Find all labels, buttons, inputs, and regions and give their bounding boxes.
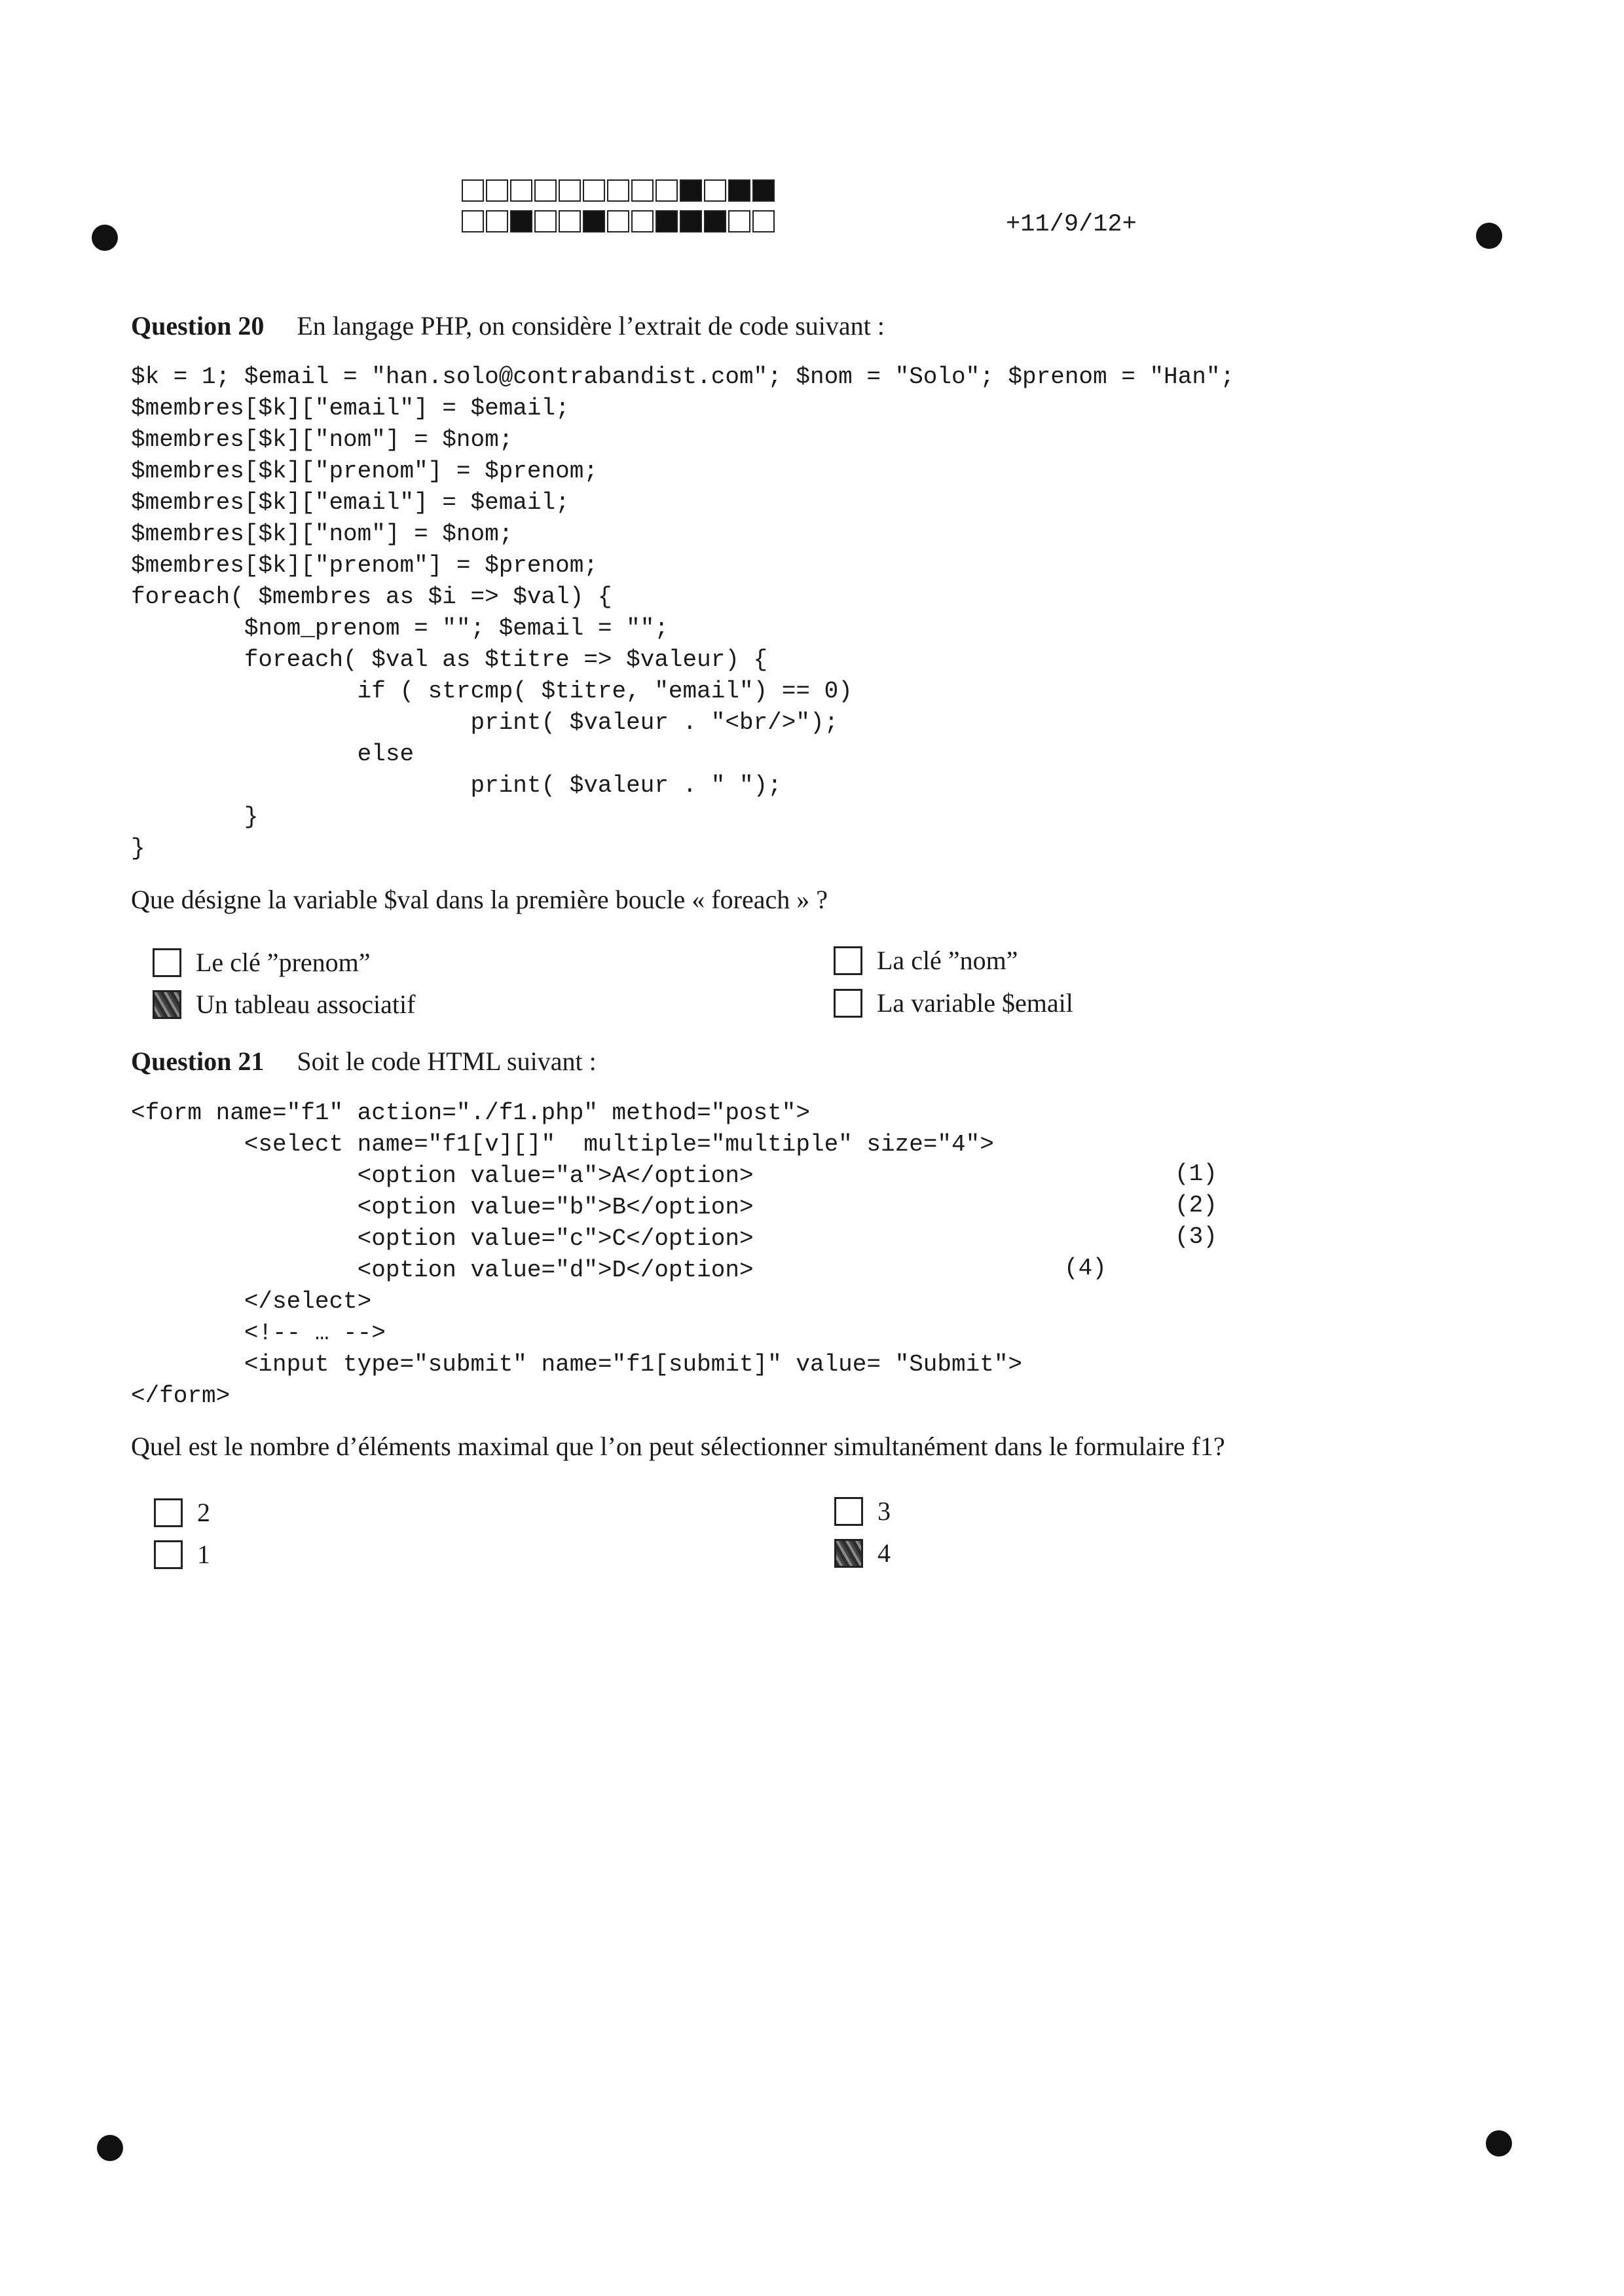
- code-line: print( $valeur . "<br/>");: [131, 709, 839, 736]
- barcode-cell: [607, 179, 629, 202]
- code-line: foreach( $membres as $i => $val) {: [131, 583, 612, 610]
- code-line: <form name="f1" action="./f1.php" method="post">: [131, 1100, 810, 1126]
- choice-label: Le clé ”prenom”: [196, 948, 371, 977]
- question-21-intro: Soit le code HTML suivant :: [297, 1046, 597, 1076]
- option-marker-1: (1): [1175, 1160, 1217, 1187]
- barcode-cell: [655, 179, 678, 202]
- checkbox[interactable]: [154, 1540, 183, 1569]
- code-line: $membres[$k]["email"] = $email;: [131, 395, 570, 422]
- barcode-cell: [510, 210, 532, 232]
- question-20-heading: [131, 310, 885, 341]
- barcode-cell: [607, 210, 629, 232]
- barcode-cell: [728, 210, 750, 232]
- barcode-cell: [559, 210, 581, 232]
- choice-label: 3: [877, 1496, 891, 1526]
- code-line: $membres[$k]["email"] = $email;: [131, 489, 570, 516]
- barcode-cell: [704, 179, 726, 202]
- barcode-cell: [534, 179, 557, 202]
- question-21-number: Question 21: [131, 1046, 265, 1076]
- question-21-choice-4[interactable]: [834, 1538, 891, 1568]
- question-21-choice-3[interactable]: [154, 1539, 210, 1570]
- question-20-intro: En langage PHP, on considère l’extrait de code suivant :: [297, 311, 885, 341]
- code-line: <option value="b">B</option>: [131, 1194, 754, 1221]
- barcode-cell: [462, 210, 484, 232]
- choice-label: 4: [877, 1538, 891, 1568]
- barcode-cell: [486, 210, 508, 232]
- code-line: <option value="a">A</option>: [131, 1162, 754, 1189]
- barcode-cell: [752, 179, 775, 202]
- registration-dot-bottom-right: [1486, 2130, 1512, 2157]
- choice-label: La clé ”nom”: [877, 946, 1018, 975]
- code-line: }: [131, 835, 145, 862]
- question-21-prompt: Quel est le nombre d’éléments maximal que l’on peut sélectionner simultanément dans le formulaire f1?: [131, 1432, 1225, 1461]
- barcode-cell: [728, 179, 750, 202]
- checkbox[interactable]: [834, 946, 862, 975]
- code-line: <input type="submit" name="f1[submit]" value= "Submit">: [131, 1351, 1023, 1378]
- barcode-row-2: [462, 210, 777, 232]
- checkbox[interactable]: [834, 989, 862, 1018]
- code-line: <option value="d">D</option>: [131, 1257, 754, 1284]
- barcode-cell: [534, 210, 557, 232]
- barcode-cell: [583, 210, 605, 232]
- question-20-number: Question 20: [131, 311, 265, 341]
- barcode-cell: [752, 210, 775, 232]
- choice-label: La variable $email: [877, 988, 1073, 1018]
- registration-dot-top-left: [92, 225, 118, 251]
- barcode-cell: [655, 210, 678, 232]
- code-line: }: [131, 804, 259, 830]
- code-line: $membres[$k]["prenom"] = $prenom;: [131, 552, 598, 579]
- question-20-code-block: [131, 361, 1234, 864]
- barcode-row-1: [462, 179, 777, 202]
- choice-label: Un tableau associatif: [196, 990, 416, 1019]
- question-21-choice-2[interactable]: [834, 1496, 891, 1527]
- registration-dot-bottom-left: [97, 2135, 123, 2161]
- page-identifier: +11/9/12+: [1006, 211, 1137, 238]
- checkbox[interactable]: [834, 1497, 863, 1526]
- choice-label: 2: [197, 1498, 210, 1527]
- checkbox[interactable]: [153, 948, 181, 977]
- code-line: <select name="f1[v][]" multiple="multiple" size="4">: [131, 1131, 994, 1158]
- code-line: </select>: [131, 1288, 372, 1315]
- code-line: print( $valeur . " ");: [131, 772, 782, 799]
- question-20-choice-1[interactable]: [153, 947, 371, 978]
- code-line: else: [131, 741, 415, 768]
- question-21-choice-1[interactable]: [154, 1497, 210, 1528]
- code-line: foreach( $val as $titre => $valeur) {: [131, 646, 768, 673]
- barcode-cell: [631, 179, 654, 202]
- barcode-cell: [462, 179, 484, 202]
- question-21-code-block: [131, 1098, 1022, 1412]
- option-marker-3: (3): [1175, 1223, 1217, 1250]
- code-line: </form>: [131, 1382, 231, 1409]
- code-line: if ( strcmp( $titre, "email") == 0): [131, 678, 853, 705]
- barcode-cell: [704, 210, 726, 232]
- code-line: $membres[$k]["nom"] = $nom;: [131, 521, 513, 547]
- code-line: $k = 1; $email = "han.solo@contrabandist.com"; $nom = "Solo"; $prenom = "Han";: [131, 363, 1235, 390]
- code-line: <option value="c">C</option>: [131, 1225, 754, 1252]
- question-20-choice-4[interactable]: [834, 988, 1073, 1018]
- question-21-heading: [131, 1046, 597, 1077]
- checkbox[interactable]: [153, 990, 181, 1019]
- choice-label: 1: [197, 1540, 210, 1569]
- code-line: $membres[$k]["prenom"] = $prenom;: [131, 458, 598, 485]
- barcode-cell: [680, 210, 702, 232]
- barcode-cell: [510, 179, 532, 202]
- barcode-cell: [631, 210, 654, 232]
- code-line: <!-- … -->: [131, 1320, 386, 1346]
- barcode-cell: [559, 179, 581, 202]
- question-20-choice-2[interactable]: [834, 945, 1018, 976]
- checkbox[interactable]: [154, 1498, 183, 1527]
- question-20-prompt: Que désigne la variable $val dans la première boucle « foreach » ?: [131, 885, 828, 914]
- code-line: $nom_prenom = ""; $email = "";: [131, 615, 669, 642]
- option-marker-4: (4): [1064, 1255, 1107, 1282]
- code-line: $membres[$k]["nom"] = $nom;: [131, 426, 513, 453]
- barcode-cell: [486, 179, 508, 202]
- checkbox[interactable]: [834, 1539, 863, 1568]
- barcode-cell: [583, 179, 605, 202]
- registration-dot-top-right: [1476, 223, 1502, 249]
- question-20-choice-3[interactable]: [153, 989, 415, 1020]
- option-marker-2: (2): [1175, 1192, 1217, 1219]
- barcode-cell: [680, 179, 702, 202]
